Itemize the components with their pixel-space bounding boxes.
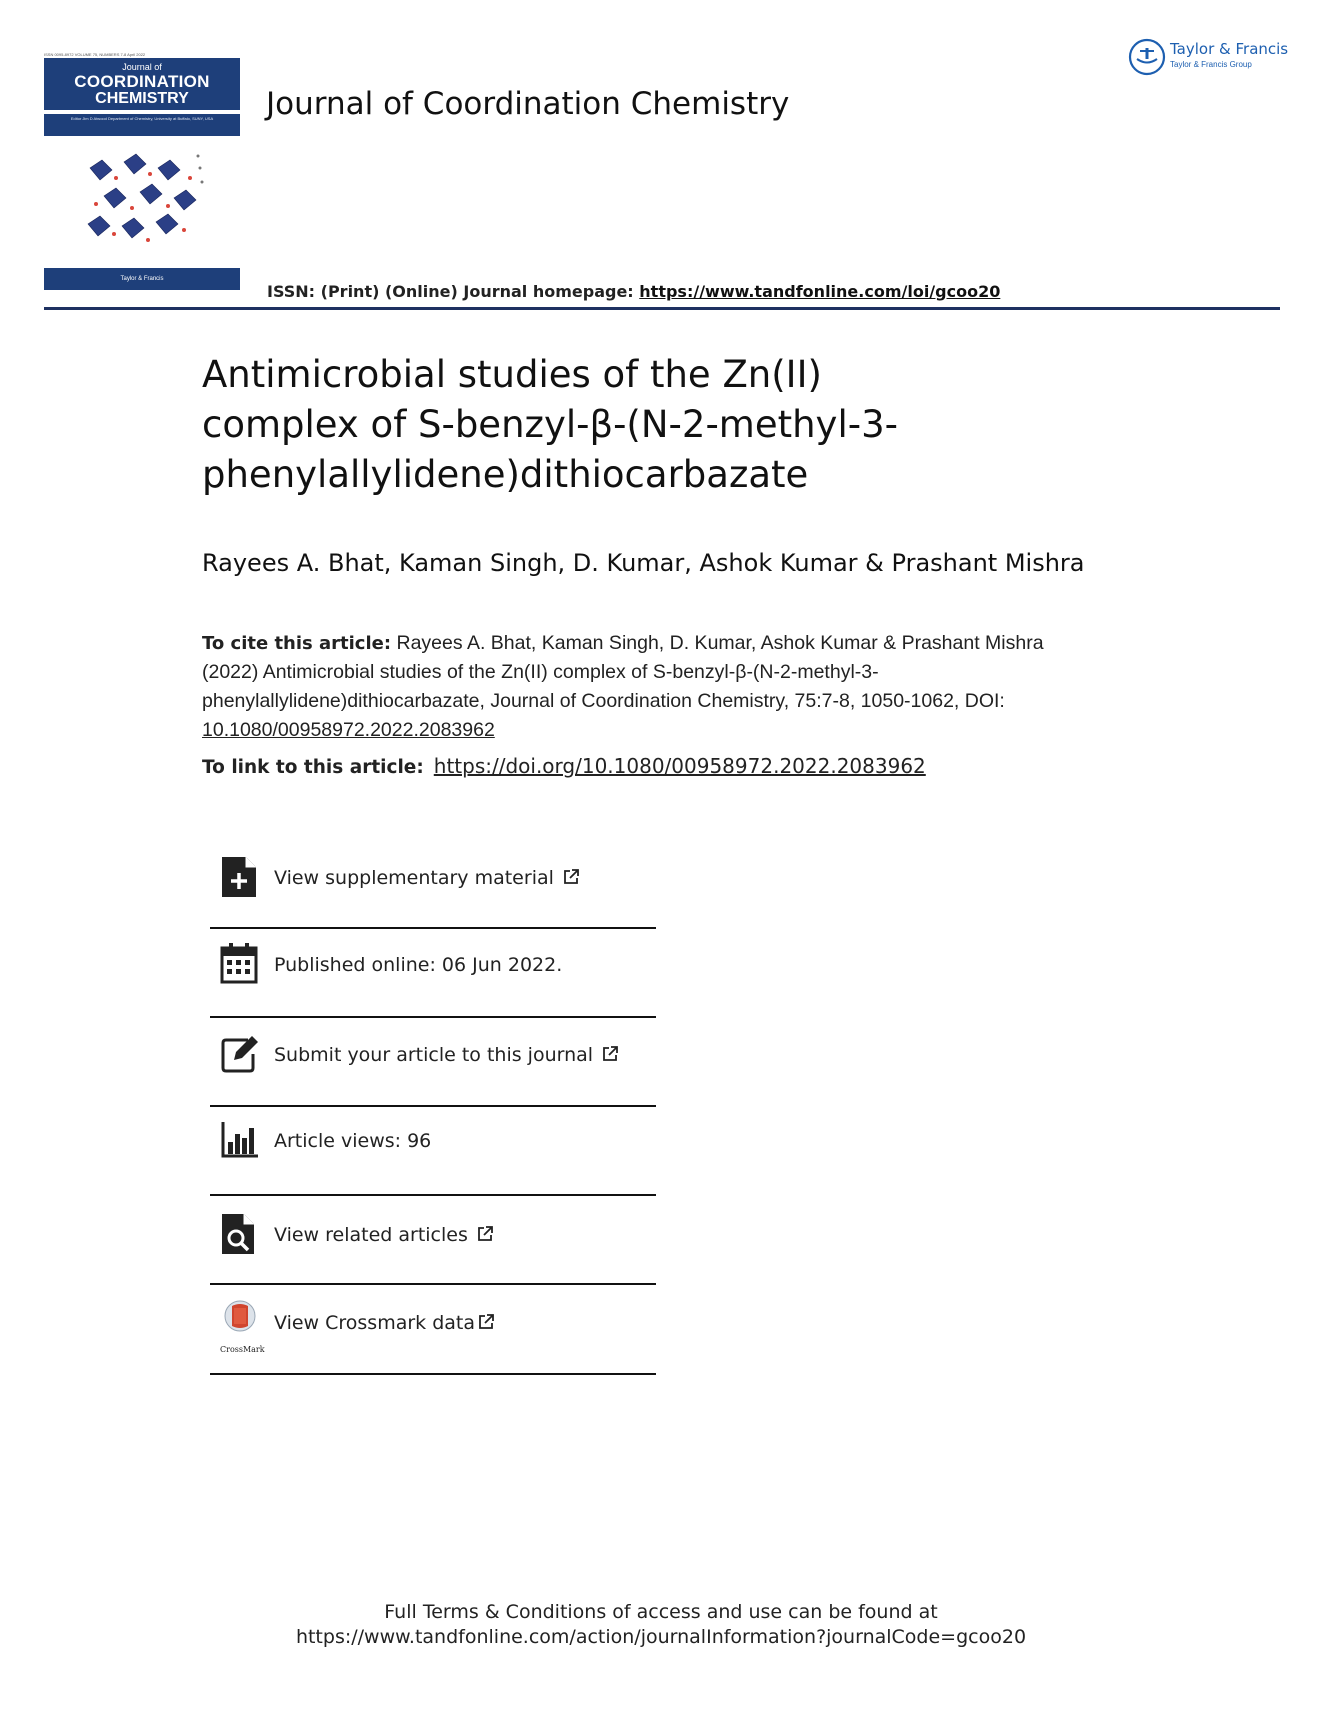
issn-line	[267, 282, 1000, 301]
cite-text: Rayees A. Bhat, Kaman Singh, D. Kumar, Ashok Kumar & Prashant Mishra (2022) Antimicrobial studies of the Zn(II) complex of S-benzyl-β-(N-2-methyl-3-phenylallylidene)dithiocarbazate, Journal of Coordination Chemistry, 75:7-8, 1050-1062, DOI:	[202, 632, 1044, 712]
terms-footer	[0, 1600, 1322, 1650]
external-link-icon	[476, 1225, 494, 1243]
cover-editor: Editor Jim D Atwood Department of Chemistry, University at Buffalo, SUNY, USA	[44, 114, 240, 136]
article-title-line-3: phenylallylidene)dithiocarbazate	[202, 453, 809, 496]
cover-coordination: COORDINATION	[74, 72, 210, 91]
cover-journal-of: Journal of	[122, 62, 162, 72]
bar-chart-icon	[220, 1118, 260, 1162]
cover-publisher: Taylor & Francis	[44, 268, 240, 290]
item-separator	[210, 1105, 656, 1107]
article-title-line-2: complex of S-benzyl-β-(N-2-methyl-3-	[202, 403, 898, 446]
supplementary-label: View supplementary material	[274, 867, 554, 889]
link-label: To link to this article:	[202, 757, 424, 778]
published-online-item	[210, 942, 656, 1002]
item-separator	[210, 1373, 656, 1375]
submit-article-item[interactable]	[210, 1032, 656, 1092]
supplementary-material-item[interactable]	[210, 855, 656, 915]
journal-cover	[44, 52, 240, 290]
document-search-icon	[220, 1212, 260, 1256]
header-rule	[44, 307, 1280, 310]
submit-label: Submit your article to this journal	[274, 1044, 594, 1066]
item-separator	[210, 1016, 656, 1018]
article-views-item	[210, 1118, 656, 1178]
crossmark-label: View Crossmark data	[274, 1312, 476, 1334]
terms-url[interactable]: https://www.tandfonline.com/action/journalInformation?journalCode=gcoo20	[295, 1626, 1027, 1648]
external-link-icon	[562, 868, 580, 886]
cover-top-line: ISSN 0095-8972 VOLUME 75, NUMBERS 7-8 April 2022	[44, 52, 146, 57]
terms-line-1: Full Terms & Conditions of access and use can be found at	[384, 1601, 938, 1623]
journal-homepage-link[interactable]: https://www.tandfonline.com/loi/gcoo20	[639, 282, 1001, 301]
calendar-icon	[220, 942, 260, 986]
crossmark-logo-text: CrossMark	[220, 1345, 265, 1354]
external-link-icon	[601, 1045, 619, 1063]
cover-banner	[44, 58, 240, 110]
item-separator	[210, 927, 656, 929]
crossmark-icon	[220, 1300, 260, 1344]
item-separator	[210, 1194, 656, 1196]
article-title-line-1: Antimicrobial studies of the Zn(II)	[202, 353, 822, 396]
article-views-label: Article views: 96	[274, 1130, 432, 1152]
citation-block	[202, 629, 1082, 745]
article-doi-link[interactable]: https://doi.org/10.1080/00958972.2022.2083962	[433, 754, 926, 778]
external-link-icon	[477, 1313, 495, 1331]
tf-emblem-icon	[1128, 38, 1166, 76]
issn-label: ISSN: (Print) (Online) Journal homepage:	[267, 282, 640, 301]
taylor-francis-logo[interactable]	[1128, 38, 1289, 78]
edit-icon	[220, 1032, 260, 1076]
cover-crystal-artwork	[80, 148, 206, 258]
tf-group: Taylor & Francis Group	[1170, 60, 1252, 69]
crossmark-item[interactable]	[210, 1300, 656, 1360]
related-articles-item[interactable]	[210, 1212, 656, 1272]
related-label: View related articles	[274, 1224, 468, 1246]
journal-title: Journal of Coordination Chemistry	[266, 86, 790, 122]
article-title	[202, 350, 1082, 500]
file-plus-icon	[220, 855, 260, 899]
article-authors: Rayees A. Bhat, Kaman Singh, D. Kumar, Ashok Kumar & Prashant Mishra	[202, 549, 1085, 577]
item-separator	[210, 1283, 656, 1285]
cite-doi-link[interactable]: 10.1080/00958972.2022.2083962	[202, 719, 495, 741]
published-online-label: Published online: 06 Jun 2022.	[274, 954, 563, 976]
cite-label: To cite this article:	[202, 633, 392, 654]
cover-chemistry: CHEMISTRY	[95, 90, 189, 107]
article-link-line	[202, 754, 926, 778]
tf-name: Taylor & Francis	[1170, 40, 1289, 58]
